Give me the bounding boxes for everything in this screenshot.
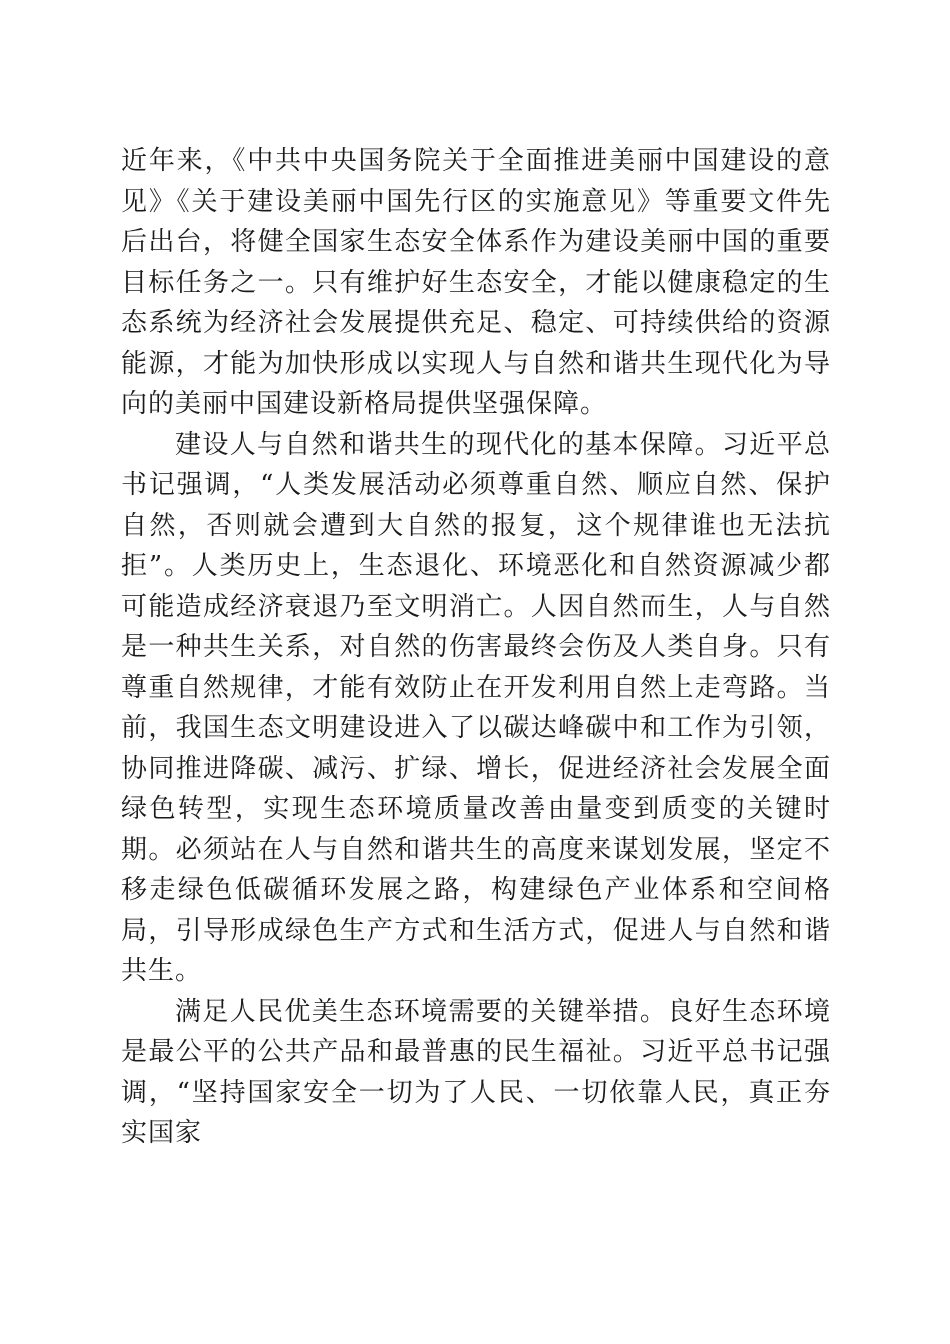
paragraph-1: 近年来，《中共中央国务院关于全面推进美丽中国建设的意见》《关于建设美丽中国先行区的实施意见》等重要文件先后出台，将健全国家生态安全体系作为建设美丽中国的重要目标任务之一。只有维护好生态安全，才能以健康稳定的生态系统为经济社会发展提供充足、稳定、可持续供给的资源能源，才能为加快形成以实现人与自然和谐共生现代化为导向的美丽中国建设新格局提供坚强保障。 xyxy=(121,146,831,419)
paragraph-3: 满足人民优美生态环境需要的关键举措。良好生态环境是最公平的公共产品和最普惠的民生福祉。习近平总书记强调，“坚持国家安全一切为了人民、一切依靠人民，真正夯实国家 xyxy=(121,996,831,1148)
paragraph-2: 建设人与自然和谐共生的现代化的基本保障。习近平总书记强调，“人类发展活动必须尊重自然、顺应自然、保护自然，否则就会遭到大自然的报复，这个规律谁也无法抗拒”。人类历史上，生态退化、环境恶化和自然资源减少都可能造成经济衰退乃至文明消亡。人因自然而生，人与自然是一种共生关系，对自然的伤害最终会伤及人类自身。只有尊重自然规律，才能有效防止在开发利用自然上走弯路。当前，我国生态文明建设进入了以碳达峰碳中和工作为引领，协同推进降碳、减污、扩绿、增长，促进经济社会发展全面绿色转型，实现生态环境质量改善由量变到质变的关键时期。必须站在人与自然和谐共生的高度来谋划发展，坚定不移走绿色低碳循环发展之路，构建绿色产业体系和空间格局，引导形成绿色生产方式和生活方式，促进人与自然和谐共生。 xyxy=(121,429,831,986)
body-text xyxy=(121,141,831,1154)
